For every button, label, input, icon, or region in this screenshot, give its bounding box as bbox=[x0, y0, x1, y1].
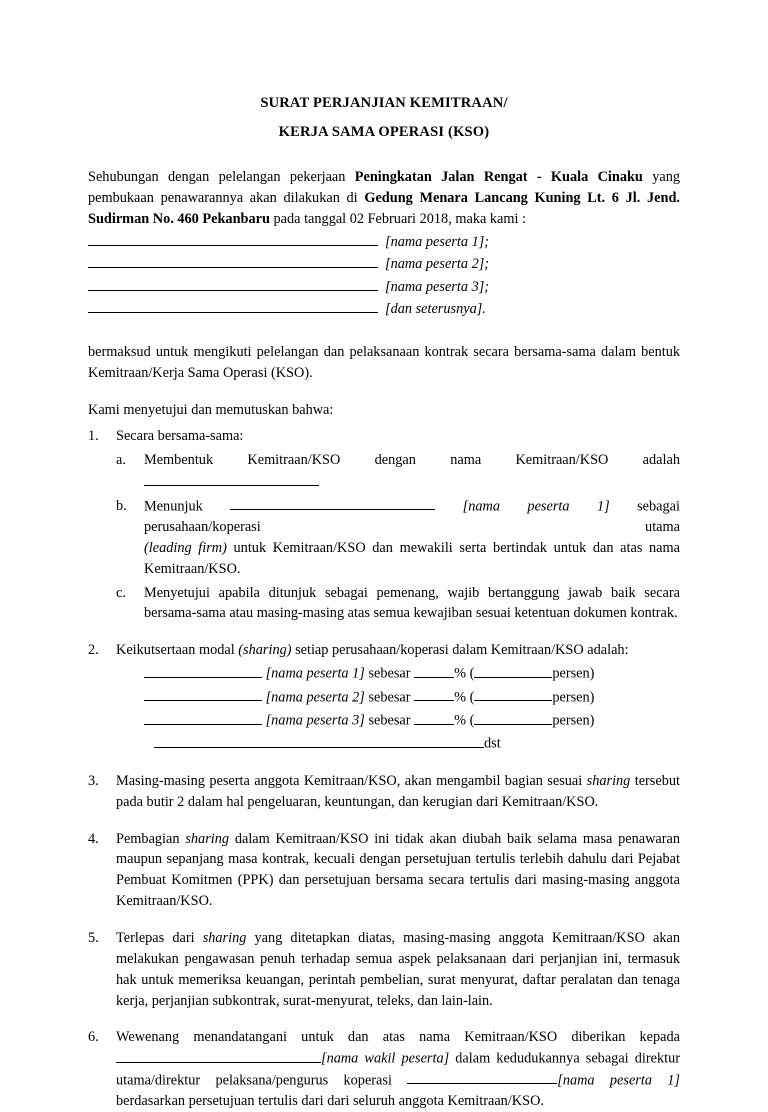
share-sebesar: sebesar bbox=[368, 665, 411, 682]
participant-blank-row bbox=[88, 231, 680, 252]
clause-1a-text: Membentuk Kemitraan/KSO dengan nama Kemitraan/KSO adalah bbox=[144, 452, 680, 469]
clause-4-text-2: dalam Kemitraan/KSO ini tidak akan diubah baik selama masa penawaran maupun sepanjang masa kontrak, kecuali dengan persetujuan tertulis terlebih dahulu dari Pejabat Pembuat Komitmen (PPK) dan persetujuan bersama secara tertulis dari masing-masing anggota Kemitraan/KSO. bbox=[116, 830, 680, 910]
clause-1b-letter: b. bbox=[116, 497, 127, 514]
clause-1b-text-1: Menunjuk bbox=[144, 498, 203, 515]
leading-firm-fill[interactable] bbox=[230, 496, 435, 511]
share-words-fill[interactable] bbox=[474, 663, 552, 678]
clause-1b bbox=[116, 496, 680, 580]
share-percent-fill[interactable] bbox=[414, 663, 454, 678]
share-participant-label: [nama peserta 2] bbox=[265, 689, 365, 706]
clause-5-sharing: sharing bbox=[202, 930, 247, 947]
clause-1b-leading-firm: (leading firm) bbox=[144, 539, 227, 556]
project-name: Peningkatan Jalan Rengat - Kuala Cinaku bbox=[354, 169, 643, 186]
clause-1c-letter: c. bbox=[116, 584, 126, 601]
clause-6-text-1: Wewenang menandatangani untuk dan atas nama Kemitraan/KSO diberikan kepada bbox=[116, 1029, 680, 1046]
clause-2-text-1: Keikutsertaan modal bbox=[116, 642, 239, 659]
participant-fill-line[interactable] bbox=[88, 231, 378, 246]
participant-fill-line[interactable] bbox=[88, 253, 378, 268]
share-row bbox=[116, 710, 680, 731]
clause-1-text: Secara bersama-sama: bbox=[116, 428, 244, 445]
share-words-fill[interactable] bbox=[474, 687, 552, 702]
clause-2-text-2: setiap perusahaan/koperasi dalam Kemitraan/KSO adalah: bbox=[291, 642, 629, 659]
clause-2 bbox=[88, 640, 680, 755]
share-name-fill[interactable] bbox=[144, 710, 262, 725]
share-participant-label: [nama peserta 1] bbox=[265, 665, 365, 682]
clause-6-text-5: berdasarkan persetujuan tertulis dari dari seluruh anggota Kemitraan/KSO. bbox=[116, 1093, 544, 1110]
clause-1a-letter: a. bbox=[116, 452, 126, 469]
share-name-fill[interactable] bbox=[144, 687, 262, 702]
participant-label: [nama peserta 2]; bbox=[385, 256, 490, 273]
share-tail: persen) bbox=[552, 665, 595, 682]
participant-label: [nama peserta 1]; bbox=[385, 233, 490, 250]
clause-1-sublist bbox=[116, 450, 680, 624]
share-dst-label: dst bbox=[484, 736, 501, 753]
share-row bbox=[116, 687, 680, 708]
clause-6-wakil: [nama wakil peserta] bbox=[321, 1050, 450, 1067]
clause-4 bbox=[88, 829, 680, 912]
clause-3-text-1: Masing-masing peserta anggota Kemitraan/KSO, akan mengambil bagian sesuai bbox=[116, 772, 587, 789]
clause-3 bbox=[88, 771, 680, 813]
share-words-fill[interactable] bbox=[474, 710, 552, 725]
clause-4-text-1: Pembagian bbox=[116, 830, 186, 847]
clause-6-number: 6. bbox=[88, 1029, 99, 1046]
participant-blank-row bbox=[88, 253, 680, 274]
clause-1-number: 1. bbox=[88, 428, 99, 445]
clause-3-sharing: sharing bbox=[586, 772, 631, 789]
clause-3-number: 3. bbox=[88, 772, 99, 789]
share-unit: % ( bbox=[454, 689, 475, 706]
clause-5-text-1: Terlepas dari bbox=[116, 930, 203, 947]
share-sebesar: sebesar bbox=[368, 712, 411, 729]
share-percent-fill[interactable] bbox=[414, 710, 454, 725]
clause-2-number: 2. bbox=[88, 642, 99, 659]
clause-1 bbox=[88, 426, 680, 624]
page-title: SURAT PERJANJIAN KEMITRAAN/ bbox=[260, 95, 508, 111]
kso-name-fill[interactable] bbox=[144, 471, 319, 486]
clause-1b-sebagai: sebagai perusahaan/koperasi utama bbox=[144, 498, 680, 535]
clause-list bbox=[88, 426, 680, 1112]
agreement-lead: Kami menyetujui dan memutuskan bahwa: bbox=[88, 401, 334, 418]
participant-name-fill[interactable] bbox=[407, 1070, 557, 1085]
signatory-name-fill[interactable] bbox=[116, 1048, 321, 1063]
clause-6-text-3: dalam kedudukannya sebagai direktur utama/direktur pelaksana/pengurus koperasi bbox=[116, 1050, 681, 1089]
participant-label: [nama peserta 3]; bbox=[385, 278, 490, 295]
clause-5-number: 5. bbox=[88, 930, 99, 947]
clause-2-sharing: (sharing) bbox=[238, 642, 292, 659]
purpose-paragraph: bermaksud untuk mengikuti pelelangan dan pelaksanaan kontrak secara bersama-sama dalam bentuk Kemitraan/Kerja Sama Operasi (KSO). bbox=[88, 343, 680, 381]
share-tail: persen) bbox=[552, 689, 595, 706]
venue-name: Gedung Menara Lancang Kuning Lt. 6 Jl. Jend. Sudirman No. 460 Pekanbaru bbox=[88, 190, 680, 228]
share-unit: % ( bbox=[454, 712, 475, 729]
clause-4-number: 4. bbox=[88, 830, 99, 847]
share-sebesar: sebesar bbox=[368, 689, 411, 706]
clause-1c-text: Menyetujui apabila ditunjuk sebagai pemenang, wajib bertanggung jawab baik secara bersama-sama atau masing-masing atas semua kewajiban sesuai ketentuan dokumen kontrak. bbox=[144, 584, 680, 622]
page-subtitle: KERJA SAMA OPERASI (KSO) bbox=[278, 124, 490, 141]
clause-4-sharing: sharing bbox=[185, 830, 230, 847]
intro-part-1: Sehubungan dengan pelelangan pekerjaan bbox=[88, 169, 355, 186]
share-tail: persen) bbox=[552, 712, 595, 729]
intro-part-2: yang pembukaan penawarannya akan dilakukan di bbox=[88, 169, 680, 207]
participant-blank-row bbox=[88, 276, 680, 297]
clause-1c bbox=[116, 583, 680, 625]
participant-label: [dan seterusnya]. bbox=[385, 300, 486, 317]
clause-6-participant: [nama peserta 1] bbox=[557, 1072, 680, 1089]
clause-3-text-2: tersebut pada butir 2 dalam hal pengeluaran, keuntungan, dan kerugian dari Kemitraan/KSO. bbox=[116, 772, 680, 810]
share-dst-fill[interactable] bbox=[154, 733, 484, 748]
participant-blank-row bbox=[88, 298, 680, 319]
share-percent-fill[interactable] bbox=[414, 687, 454, 702]
participant-fill-line[interactable] bbox=[88, 276, 378, 291]
clause-1b-text-5: untuk Kemitraan/KSO dan mewakili serta bertindak untuk dan atas nama Kemitraan/KSO. bbox=[144, 539, 680, 577]
share-row bbox=[116, 663, 680, 684]
clause-1a bbox=[116, 450, 680, 492]
intro-part-3: pada tanggal 02 Februari 2018, maka kami : bbox=[269, 211, 527, 228]
participant-blank-list bbox=[88, 231, 680, 320]
clause-5 bbox=[88, 928, 680, 1011]
share-dst-row bbox=[116, 733, 680, 754]
intro-paragraph bbox=[88, 167, 680, 230]
share-name-fill[interactable] bbox=[144, 663, 262, 678]
share-unit: % ( bbox=[454, 665, 475, 682]
clause-1b-participant: [nama peserta 1] bbox=[462, 498, 610, 515]
participant-fill-line[interactable] bbox=[88, 298, 378, 313]
share-participant-label: [nama peserta 3] bbox=[265, 712, 365, 729]
clause-6 bbox=[88, 1027, 680, 1112]
clause-5-text-2: yang ditetapkan diatas, masing-masing anggota Kemitraan/KSO akan melakukan pengawasan penuh terhadap semua aspek pelaksanaan dari perjanjian ini, termasuk hak untuk memeriksa keuangan, perintah pembelian, surat menyurat, daftar peralatan dan tenaga kerja, perjanjian subkontrak, surat-menyurat, teleks, dan lain-lain. bbox=[116, 930, 680, 1009]
